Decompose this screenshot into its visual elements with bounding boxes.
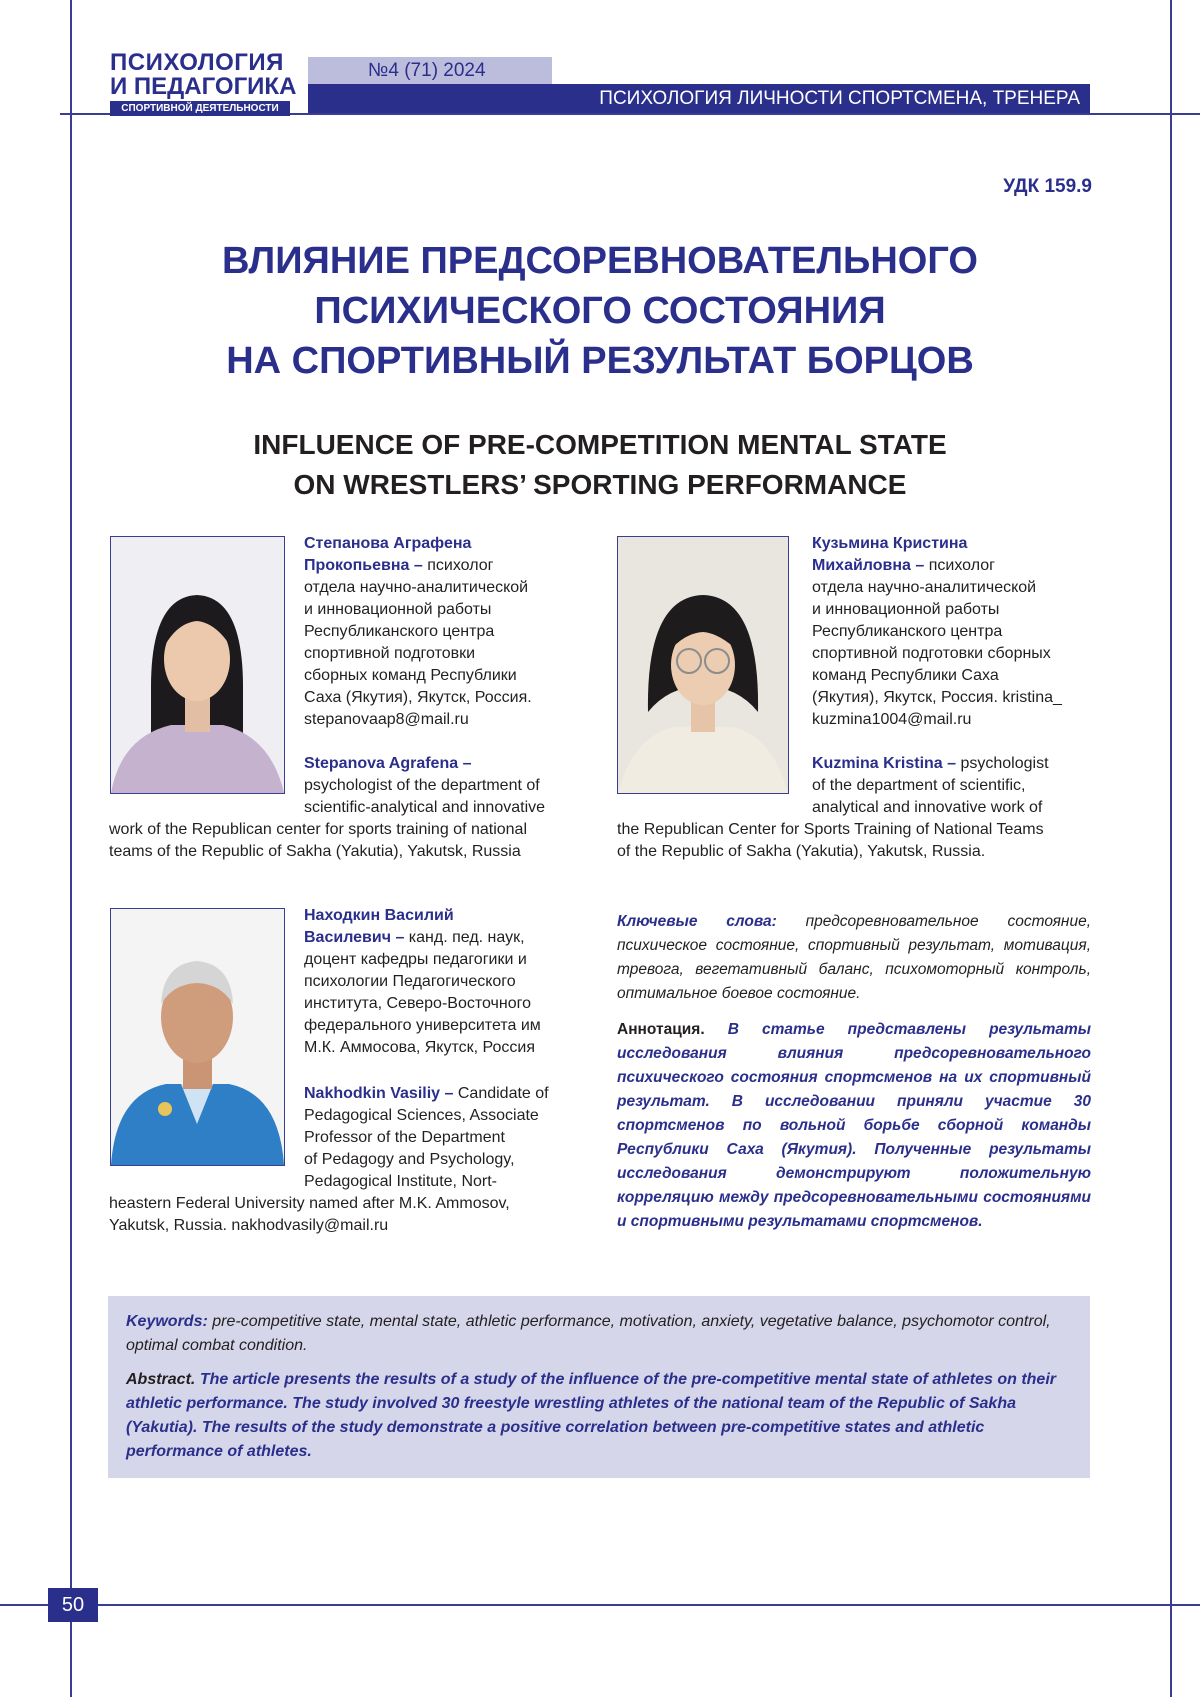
journal-logo-line2: И ПЕДАГОГИКА [110,74,296,100]
author-2-ru-text: (Якутия), Якутск, Россия. kristina_ [812,687,1102,709]
author-2-ru-text: и инновационной работы [812,599,1102,621]
author-2-en [812,753,1102,819]
author-1-en-name: Stepanova Agrafena – [304,755,471,772]
author-photo-kuzmina [617,536,789,794]
author-2-ru-text: команд Республики Саха [812,665,1102,687]
author-1-ru-text: и инновационной работы [304,599,594,621]
author-1-ru-text: Саха (Якутия), Якутск, Россия. [304,687,594,709]
author-2-en-text: analytical and innovative work of [812,797,1102,819]
author-3-en-text: Pedagogical Sciences, Associate [304,1105,604,1127]
abstract-en-label: Abstract. [126,1371,195,1388]
journal-logo-line1: ПСИХОЛОГИЯ [110,50,284,76]
page-number: 50 [48,1588,98,1622]
author-2-email: kuzmina1004@mail.ru [812,709,1102,731]
author-3-ru-name2: Василевич – [304,929,404,946]
author-3-ru [304,905,594,1059]
abstract-en-text: The article presents the results of a study of the influence of the pre-competitive mental state of athletes on their athletic performance. The study involved 30 freestyle wrestling athletes of the national team of the Republic of Sakha (Yakutia). The results of the study demonstrate a positive correlation between pre-competitive states and athletic performance of athletes. [126,1371,1056,1460]
author-3-ru-name1: Находкин Василий [304,907,454,924]
author-3-en [304,1083,604,1193]
author-3-ru-text: психологии Педагогического [304,971,594,993]
frame-line-left [70,0,72,1697]
author-photo-nakhodkin [110,908,285,1166]
author-1-en-text: scientific-analytical and innovative [304,797,604,819]
keywords-en-label: Keywords: [126,1313,208,1330]
english-summary-box [108,1296,1090,1478]
author-2-en-wide [617,819,1097,863]
author-3-en-text: Professor of the Department [304,1127,604,1149]
author-2-en-text: of the department of scientific, [812,775,1102,797]
author-1-ru-text: отдела научно-аналитической [304,577,594,599]
keywords-russian [617,910,1091,1006]
author-2-ru-text: Республиканского центра [812,621,1102,643]
author-3-ru-text: канд. пед. наук, [409,929,525,946]
author-3-en-name: Nakhodkin Vasiliy – [304,1085,453,1102]
annotation-ru-text: В статье представлены результаты исследования влияния предсоревновательного психического состояния спортсменов на их спортивный результат. В исследовании приняли участие 30 спортсменов по вольной борьбе сборной команды Республики Саха (Якутия). Полученные результаты исследования демонстрируют положительную корреляцию между предсоревновательными состояниями и спортивными результатами спортсменов. [617,1021,1091,1230]
author-1-ru-name1: Степанова Аграфена [304,535,471,552]
author-1-ru-name2: Прокопьевна – [304,557,423,574]
author-2-en-name: Kuzmina Kristina – [812,755,956,772]
author-3-ru-text: М.К. Аммосова, Якутск, Россия [304,1037,594,1059]
title-russian [100,236,1100,386]
author-3-en-wide [109,1193,609,1237]
frame-line-bottom [0,1604,1200,1606]
author-1-ru-text: Республиканского центра [304,621,594,643]
section-title: ПСИХОЛОГИЯ ЛИЧНОСТИ СПОРТСМЕНА, ТРЕНЕРА [308,84,1090,113]
author-2-ru-name1: Кузьмина Кристина [812,535,967,552]
author-1-en-wide [109,819,609,863]
udk-code: УДК 159.9 [1003,176,1092,198]
author-3-ru-text: института, Северо-Восточного [304,993,594,1015]
journal-logo-line3: СПОРТИВНОЙ ДЕЯТЕЛЬНОСТИ [110,101,290,116]
keywords-en-text: pre-competitive state, mental state, athletic performance, motivation, anxiety, vegetative balance, psychomotor control, optimal combat condition. [126,1313,1051,1354]
issue-number: №4 (71) 2024 [308,57,552,84]
author-3-en-text: of Pedagogy and Psychology, [304,1149,604,1171]
annotation-ru-label: Аннотация. [617,1021,705,1038]
author-3-en-text: Candidate of [458,1085,549,1102]
author-1-ru [304,533,594,731]
author-3-en-text: Pedagogical Institute, Nort- [304,1171,604,1193]
author-1-en-text: teams of the Republic of Sakha (Yakutia), Yakutsk, Russia [109,841,609,863]
author-3-ru-text: доцент кафедры педагогики и [304,949,594,971]
author-1-ru-text: сборных команд Республики [304,665,594,687]
author-2-ru-name2: Михайловна – [812,557,924,574]
author-2-en-text: the Republican Center for Sports Training of National Teams [617,819,1097,841]
title-ru-line2: ПСИХИЧЕСКОГО СОСТОЯНИЯ [100,286,1100,336]
author-2-en-text: of the Republic of Sakha (Yakutia), Yakutsk, Russia. [617,841,1097,863]
author-1-email: stepanovaap8@mail.ru [304,709,594,731]
frame-line-right [1170,0,1172,1697]
title-ru-line3: НА СПОРТИВНЫЙ РЕЗУЛЬТАТ БОРЦОВ [100,336,1100,386]
author-2-en-text: psychologist [960,755,1048,772]
author-1-en-text: psychologist of the department of [304,775,604,797]
title-english [100,425,1100,505]
author-2-ru-text: отдела научно-аналитической [812,577,1102,599]
keywords-ru-text: предсоревновательное состояние, психическое состояние, спортивный результат, мотивация, тревога, вегетативный баланс, психомоторный контроль, оптимальное боевое состояние. [617,913,1091,1002]
author-1-en-text: work of the Republican center for sports training of national [109,819,609,841]
keywords-ru-label: Ключевые слова: [617,913,777,930]
author-2-ru-text: психолог [929,557,995,574]
author-2-ru [812,533,1102,731]
author-photo-stepanova [110,536,285,794]
title-en-line2: ON WRESTLERS’ SPORTING PERFORMANCE [100,465,1100,505]
author-1-ru-text: спортивной подготовки [304,643,594,665]
author-1-en [304,753,604,819]
author-2-ru-text: спортивной подготовки сборных [812,643,1102,665]
author-3-ru-text: федерального университета им [304,1015,594,1037]
author-3-en-text: heastern Federal University named after M.K. Ammosov, [109,1193,609,1215]
annotation-russian [617,1018,1091,1234]
title-en-line1: INFLUENCE OF PRE-COMPETITION MENTAL STATE [100,425,1100,465]
title-ru-line1: ВЛИЯНИЕ ПРЕДСОРЕВНОВАТЕЛЬНОГО [100,236,1100,286]
author-3-email: Yakutsk, Russia. nakhodvasily@mail.ru [109,1215,609,1237]
author-1-ru-text: психолог [427,557,493,574]
